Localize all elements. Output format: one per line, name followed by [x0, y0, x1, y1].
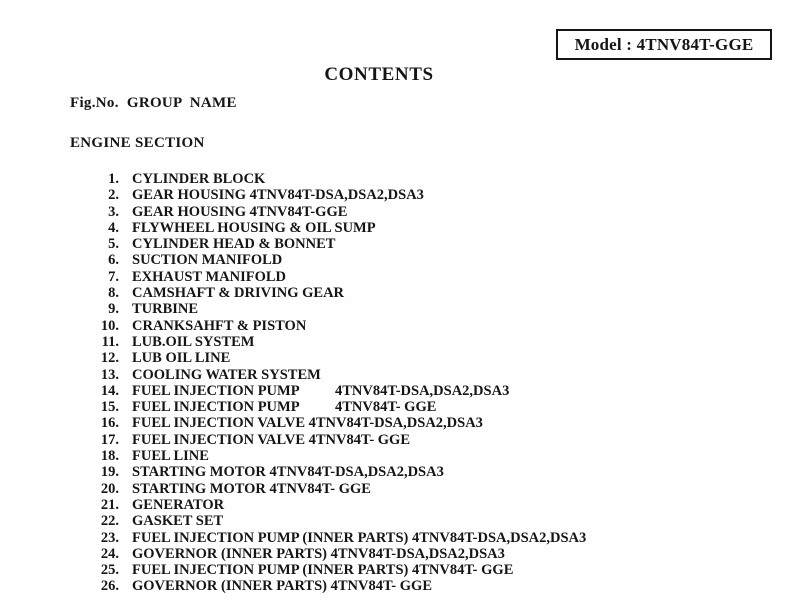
- toc-item: [0, 269, 792, 285]
- toc-item-label: GEAR HOUSING 4TNV84T-GGE: [132, 203, 348, 220]
- toc-item: [0, 497, 792, 513]
- toc-item-number: 9.: [108, 301, 119, 318]
- toc-item-number: 16.: [100, 415, 119, 432]
- toc-item-number: 21.: [100, 496, 119, 513]
- toc-item-number: 23.: [100, 529, 119, 546]
- toc-item-label: COOLING WATER SYSTEM: [132, 366, 321, 383]
- page-title: CONTENTS: [324, 63, 434, 85]
- toc-item-label: FUEL INJECTION VALVE 4TNV84T-DSA,DSA2,DSA3: [132, 415, 483, 432]
- toc-item-label: CYLINDER BLOCK: [132, 171, 266, 187]
- toc-item-label: STARTING MOTOR 4TNV84T-DSA,DSA2,DSA3: [132, 464, 444, 481]
- toc-item-number: 8.: [108, 285, 119, 302]
- toc-item-label: LUB OIL LINE: [132, 350, 231, 367]
- toc-item: [0, 220, 792, 236]
- toc-item: [0, 481, 792, 497]
- toc-item-label: FUEL INJECTION PUMP (INNER PARTS) 4TNV84T-DSA,DSA2,DSA3: [132, 529, 587, 546]
- toc-item-number: 4.: [108, 219, 119, 236]
- toc-item-label: GASKET SET: [132, 513, 224, 530]
- toc-item: [0, 432, 792, 448]
- toc-item-label: GEAR HOUSING 4TNV84T-DSA,DSA2,DSA3: [132, 187, 424, 204]
- toc-item-number: 10.: [100, 317, 119, 334]
- toc-item-label: FUEL INJECTION PUMP 4TNV84T- GGE: [132, 399, 437, 416]
- toc-item: [0, 301, 792, 317]
- toc-item: [0, 399, 792, 415]
- toc-item-number: 22.: [100, 513, 119, 530]
- toc-item-number: 3.: [108, 203, 119, 220]
- toc-item: [0, 204, 792, 220]
- toc-item: [0, 236, 792, 252]
- toc-item: [0, 530, 792, 546]
- toc-item: [0, 252, 792, 268]
- toc-item: [0, 546, 792, 562]
- toc-item: [0, 513, 792, 529]
- toc-item: [0, 334, 792, 350]
- toc-item-number: 20.: [100, 480, 119, 497]
- toc-item-number: 11.: [101, 333, 119, 350]
- toc-item-number: 2.: [108, 187, 119, 204]
- toc-item-number: 14.: [100, 382, 119, 399]
- toc-item: [0, 562, 792, 578]
- toc-item-number: 6.: [108, 252, 119, 269]
- toc-item-number: 1.: [108, 171, 119, 187]
- toc-item-number: 5.: [108, 236, 119, 253]
- toc-item-label: EXHAUST MANIFOLD: [132, 268, 287, 285]
- toc-item: [0, 415, 792, 431]
- toc-item: [0, 448, 792, 464]
- toc-item-number: 7.: [108, 268, 119, 285]
- toc-item-number: 18.: [100, 448, 119, 465]
- toc-item-number: 19.: [100, 464, 119, 481]
- toc-list: [0, 171, 792, 595]
- toc-item: [0, 285, 792, 301]
- toc-item: [0, 367, 792, 383]
- toc-item: [0, 578, 792, 594]
- toc-item: [0, 464, 792, 480]
- toc-item: [0, 383, 792, 399]
- model-badge-label: Model : 4TNV84T-GGE: [574, 34, 754, 54]
- toc-item-label: TURBINE: [132, 301, 199, 318]
- toc-item-label: CRANKSAHFT & PISTON: [132, 317, 307, 334]
- toc-item-label: GENERATOR: [132, 496, 225, 513]
- toc-item-number: 13.: [100, 366, 119, 383]
- toc-item: [0, 318, 792, 334]
- toc-item-number: 17.: [100, 431, 119, 448]
- toc-item: [0, 350, 792, 366]
- toc-item-label: FUEL INJECTION PUMP (INNER PARTS) 4TNV84T- GGE: [132, 562, 514, 579]
- toc-item-label: SUCTION MANIFOLD: [132, 252, 283, 269]
- toc-item-label: CYLINDER HEAD & BONNET: [132, 236, 336, 253]
- toc-item-label: FUEL LINE: [132, 448, 209, 465]
- toc-item-label: FUEL INJECTION PUMP 4TNV84T-DSA,DSA2,DSA3: [132, 382, 510, 399]
- toc-item-label: STARTING MOTOR 4TNV84T- GGE: [132, 480, 371, 497]
- toc-item-label: FLYWHEEL HOUSING & OIL SUMP: [132, 219, 376, 236]
- toc-item: [0, 171, 792, 187]
- toc-item-number: 15.: [100, 399, 119, 416]
- toc-item-number: 25.: [100, 562, 119, 579]
- toc-item-label: GOVERNOR (INNER PARTS) 4TNV84T-DSA,DSA2,DSA3: [132, 545, 505, 562]
- toc-item-label: FUEL INJECTION VALVE 4TNV84T- GGE: [132, 431, 410, 448]
- toc-item-number: 24.: [100, 545, 119, 562]
- toc-item-label: GOVERNOR (INNER PARTS) 4TNV84T- GGE: [132, 578, 432, 595]
- toc-item-number: 12.: [100, 350, 119, 367]
- toc-item: [0, 187, 792, 203]
- model-badge: [556, 29, 772, 60]
- toc-item-number: 26.: [100, 578, 119, 595]
- section-heading-engine: ENGINE SECTION: [70, 135, 205, 151]
- column-heading: Fig.No. GROUP NAME: [70, 95, 237, 111]
- toc-item-label: LUB.OIL SYSTEM: [132, 333, 255, 350]
- toc-item-label: CAMSHAFT & DRIVING GEAR: [132, 285, 345, 302]
